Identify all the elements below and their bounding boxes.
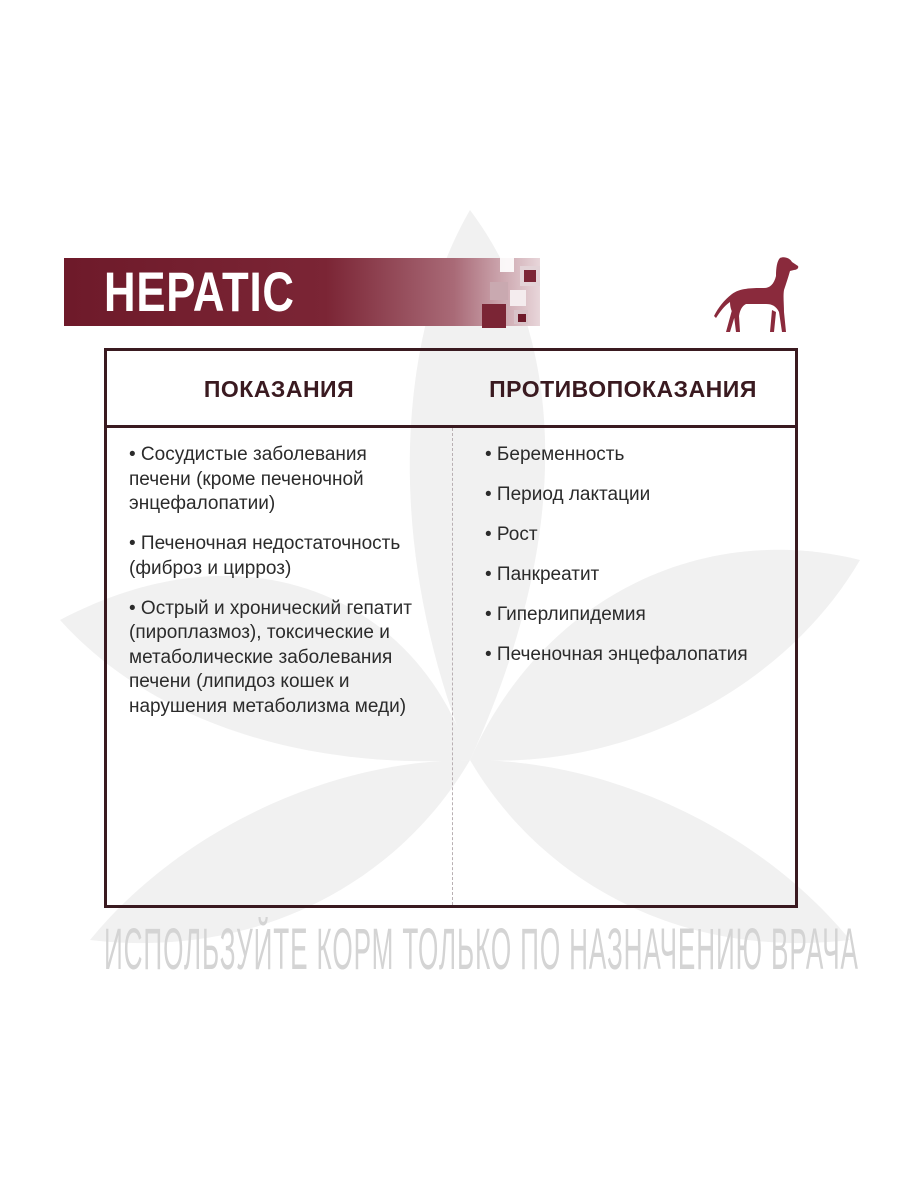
product-title: HEPATIC: [104, 260, 295, 323]
table-header: [107, 351, 795, 428]
list-item: • Рост: [485, 524, 538, 545]
footer-warning: ИСПОЛЬЗУЙТЕ КОРМ ТОЛЬКО ПО НАЗНАЧЕНИЮ ВРАЧА: [104, 917, 859, 982]
indications-list: [129, 443, 429, 735]
indications-table: [104, 348, 798, 908]
list-item: • Печеночная энцефалопатия: [485, 644, 748, 665]
decorative-squares-icon: [480, 252, 550, 332]
list-item: • Гиперлипидемия: [485, 604, 646, 625]
list-item: • Период лактации: [485, 484, 651, 505]
indications-header: ПОКАЗАНИЯ: [203, 376, 355, 402]
list-item: • Острый и хронический гепатит (пироплазмоз), токсические и метаболические заболевания печени (липидоз кошек и нарушения метаболизма меди): [129, 597, 412, 717]
list-item: • Печеночная недостаточность (фиброз и цирроз): [129, 533, 401, 579]
list-item: • Сосудистые заболевания печени (кроме печеночной энцефалопатии): [129, 444, 367, 514]
column-divider: [452, 428, 453, 905]
list-item: • Панкреатит: [485, 564, 600, 585]
list-item: • Беременность: [485, 444, 625, 465]
contraindications-header: ПРОТИВОПОКАЗАНИЯ: [489, 376, 757, 402]
dog-silhouette-icon: [706, 252, 802, 338]
product-banner: [64, 258, 540, 326]
contraindications-list: [485, 443, 785, 683]
